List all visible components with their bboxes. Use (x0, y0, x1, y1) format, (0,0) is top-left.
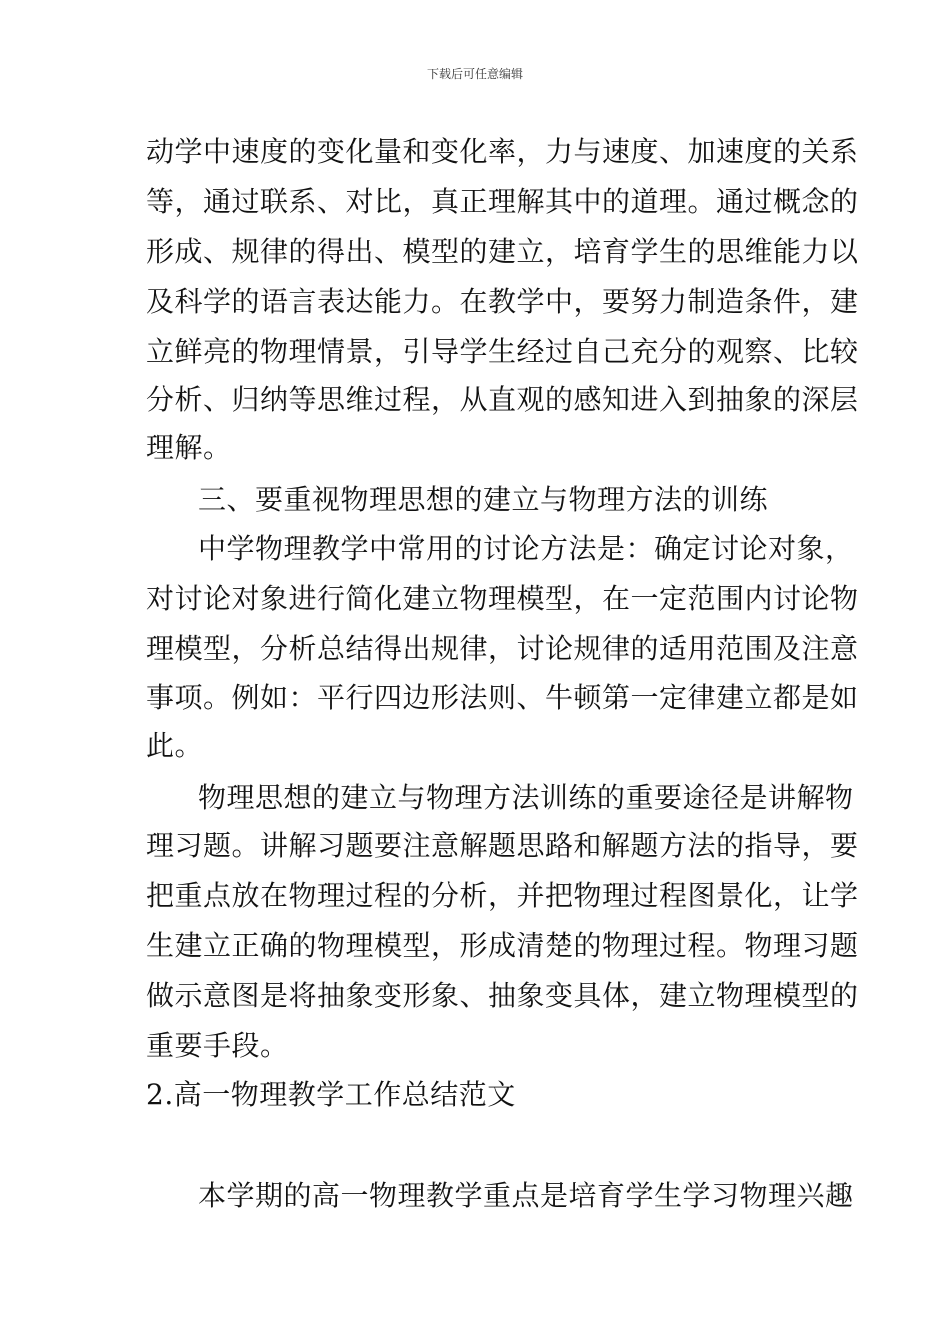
text-line: 对讨论对象进行简化建立物理模型，在一定范围内讨论物 (146, 582, 859, 615)
text-line: 事项。例如：平行四边形法则、牛顿第一定律建立都是如 (146, 681, 859, 714)
text-line: 重要手段。 (146, 1029, 289, 1062)
text-line: 本学期的高一物理教学重点是培育学生学习物理兴趣 (198, 1179, 854, 1212)
text-line: 物理思想的建立与物理方法训练的重要途径是讲解物 (198, 781, 854, 814)
text-line: 理解。 (146, 431, 232, 464)
text-line: 把重点放在物理过程的分析，并把物理过程图景化，让学 (146, 879, 859, 912)
text-line: 形成、规律的得出、模型的建立，培育学生的思维能力以 (146, 235, 859, 268)
text-line: 及科学的语言表达能力。在教学中，要努力制造条件，建 (146, 285, 859, 318)
text-line: 分析、归纳等思维过程，从直观的感知进入到抽象的深层 (146, 383, 859, 416)
text-line: 理模型，分析总结得出规律，讨论规律的适用范围及注意 (146, 632, 859, 665)
text-line: 做示意图是将抽象变形象、抽象变具体，建立物理模型的 (146, 979, 859, 1012)
text-line: 等，通过联系、对比，真正理解其中的道理。通过概念的 (146, 185, 859, 218)
section-heading: 三、要重视物理思想的建立与物理方法的训练 (198, 483, 769, 516)
text-line: 此。 (146, 729, 204, 762)
page-header: 下载后可任意编辑 (426, 67, 523, 81)
text-line: 中学物理教学中常用的讨论方法是：确定讨论对象， (198, 532, 854, 565)
text-line: 生建立正确的物理模型，形成清楚的物理过程。物理习题 (146, 929, 859, 962)
document-title: 2.高一物理教学工作总结范文 (146, 1078, 516, 1111)
text-line: 理习题。讲解习题要注意解题思路和解题方法的指导，要 (146, 829, 859, 862)
text-line: 立鲜亮的物理情景，引导学生经过自己充分的观察、比较 (146, 335, 859, 368)
text-line: 动学中速度的变化量和变化率，力与速度、加速度的关系 (146, 135, 859, 168)
